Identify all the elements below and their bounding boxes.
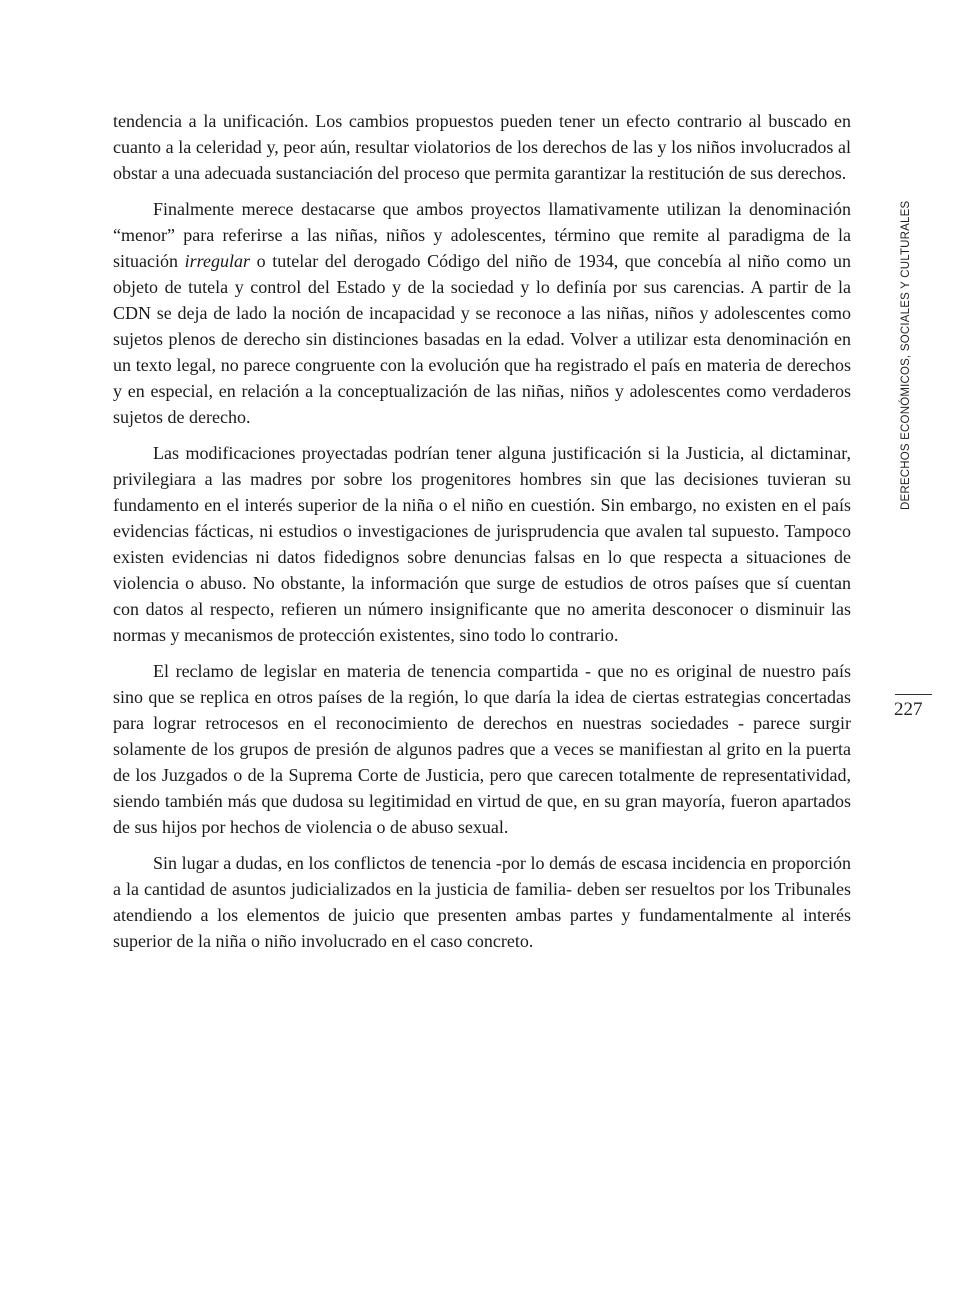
paragraph [113, 850, 851, 954]
paragraph-text: Sin lugar a dudas, en los conflictos de tenencia -por lo demás de escasa incidencia en proporción a la cantidad de asuntos judicializados en la justicia de familia- deben ser resueltos por los Tribunales atendiendo a los elementos de juicio que presenten ambas partes y fundamentalmente al interés superior de la niña o niño involucrado en el caso concreto. [113, 853, 851, 951]
paragraph [113, 440, 851, 648]
running-section-header: DERECHOS ECONÓMICOS, SOCIALES Y CULTURALES [900, 200, 912, 510]
paragraph [113, 658, 851, 840]
paragraph-text: Finalmente merece destacarse que ambos proyectos llamativamente utilizan la denominación “menor” para referirse a las niñas, niños y adolescentes, término que remite al paradigma de la situación [113, 199, 851, 271]
paragraph-text: tendencia a la unificación. Los cambios propuestos pueden tener un efecto contrario al buscado en cuanto a la celeridad y, peor aún, resultar violatorios de los derechos de las y los niños involucrados al obstar a una adecuada sustanciación del proceso que permita garantizar la restitución de sus derechos. [113, 111, 851, 183]
paragraph [113, 108, 851, 186]
paragraph-text: o tutelar del derogado Código del niño de 1934, que concebía al niño como un objeto de tutela y control del Estado y de la sociedad y lo definía por sus carencias. A partir de la CDN se deja de lado la noción de incapacidad y se reconoce a las niñas, niños y adolescentes como sujetos plenos de derecho sin distinciones basadas en la edad. Volver a utilizar esta denominación en un texto legal, no parece congruente con la evolución que ha registrado el país en materia de derechos y en especial, en relación a la conceptualización de las niñas, niños y adolescentes como verdaderos sujetos de derecho. [113, 251, 851, 427]
page-number: 227 [894, 699, 923, 720]
paragraph-text: El reclamo de legislar en materia de tenencia compartida - que no es original de nuestro país sino que se replica en otros países de la región, lo que daría la idea de ciertas estrategias concertadas para lograr retrocesos en el reconocimiento de derechos en nuestras sociedades - parece surgir solamente de los grupos de presión de algunos padres que a veces se manifiestan al grito en la puerta de los Juzgados o de la Suprema Corte de Justicia, pero que carecen totalmente de representatividad, siendo también más que dudosa su legitimidad en virtud de que, en su gran mayoría, fueron apartados de sus hijos por hechos de violencia o de abuso sexual. [113, 661, 851, 837]
page-number-rule [895, 694, 932, 695]
page-body [113, 108, 851, 964]
paragraph-text: Las modificaciones proyectadas podrían tener alguna justificación si la Justicia, al dictaminar, privilegiara a las madres por sobre los progenitores hombres sin que las decisiones tuvieran su fundamento en el interés superior de la niña o el niño en cuestión. Sin embargo, no existen en el país evidencias fácticas, ni estudios o investigaciones de jurisprudencia que avalen tal supuesto. Tampoco existen evidencias ni datos fidedignos sobre denuncias falsas en lo que respecta a situaciones de violencia o abuso. No obstante, la información que surge de estudios de otros países que sí cuentan con datos al respecto, refieren un número insignificante que no amerita desconocer o disminuir las normas y mecanismos de protección existentes, sino todo lo contrario. [113, 443, 851, 645]
paragraph [113, 196, 851, 430]
emphasized-term: irregular [184, 251, 250, 271]
